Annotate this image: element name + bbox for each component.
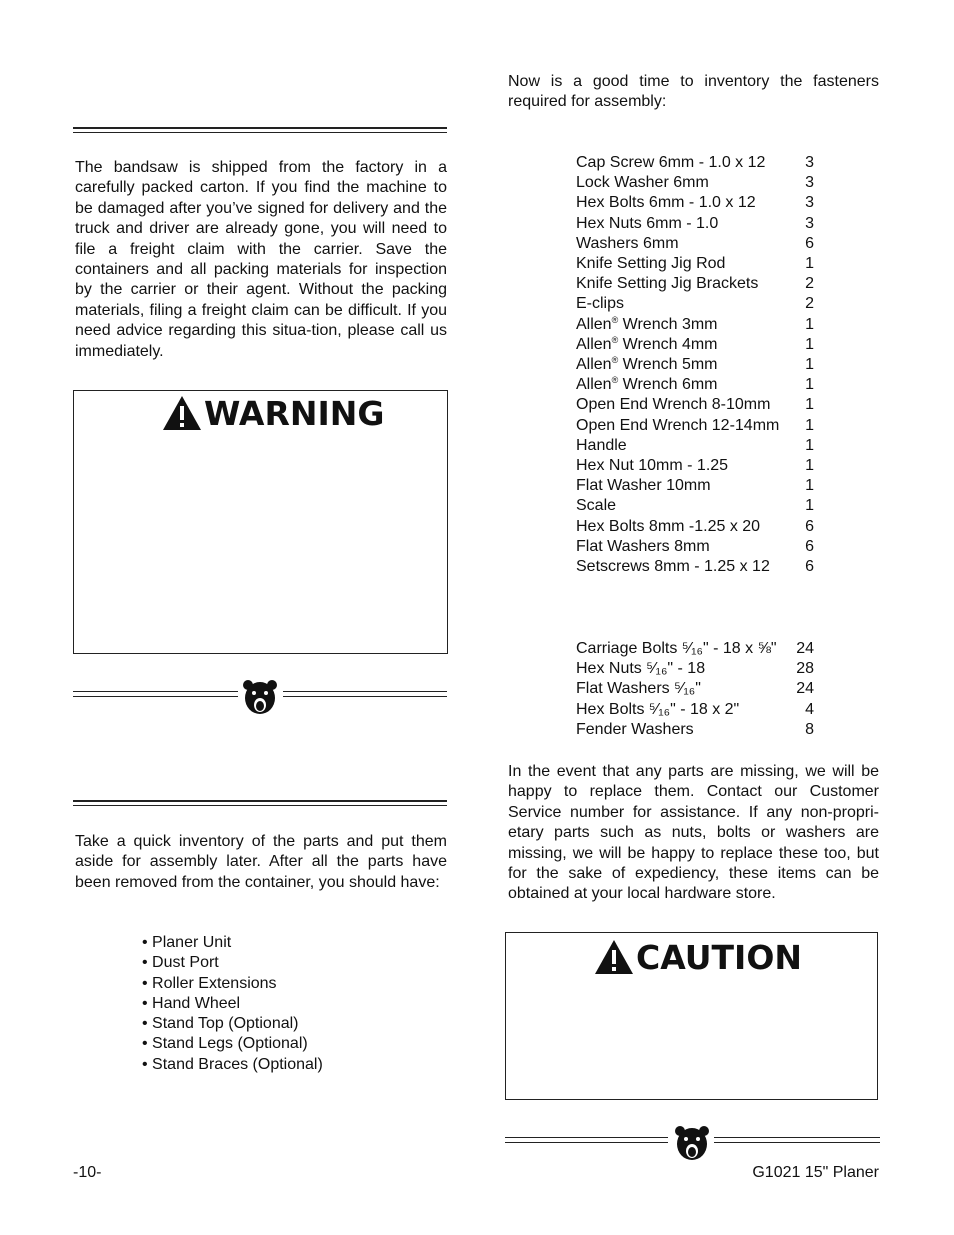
list-item: • Stand Legs (Optional) [142, 1035, 308, 1053]
table-row [576, 700, 814, 720]
inventory-list [142, 933, 323, 1075]
list-item: • Planer Unit [142, 934, 232, 951]
part-quantity: 24 [796, 680, 814, 698]
table-row [576, 416, 814, 436]
bear-logo-icon [672, 1124, 712, 1164]
table-row [576, 234, 814, 254]
part-name: Open End Wrench 8-10mm [576, 396, 771, 414]
part-quantity: 1 [805, 356, 814, 374]
registered-mark: ® [611, 375, 619, 386]
part-quantity: 2 [805, 275, 814, 293]
part-name: Hex Nut 10mm - 1.25 [576, 457, 729, 475]
table-row [576, 274, 814, 294]
part-name: Hex Bolts 8mm -1.25 x 20 [576, 517, 761, 535]
registered-mark: ® [611, 334, 619, 345]
part-quantity: 3 [805, 174, 814, 192]
part-quantity: 1 [805, 457, 814, 475]
table-row [576, 456, 814, 476]
list-item: • Roller Extensions [142, 974, 277, 992]
part-quantity: 1 [805, 376, 814, 394]
table-row [576, 395, 814, 415]
section-rule-mid-left [73, 800, 447, 806]
table-row [576, 355, 814, 375]
fastener-intro-paragraph: Now is a good time to inventory the fasteners required for assembly: [508, 73, 879, 111]
page-number: -10- [73, 1164, 102, 1181]
part-name: Hex Bolts 6mm - 1.0 x 12 [576, 194, 756, 212]
table-row [576, 214, 814, 234]
table-row [576, 720, 814, 740]
caution-triangle-icon [594, 939, 634, 975]
part-quantity: 3 [805, 194, 814, 212]
warning-triangle-icon [162, 395, 202, 431]
part-name: Hex Bolts ⁵⁄₁₆" - 18 x 2" [576, 700, 740, 718]
model-label: G1021 15" Planer [752, 1164, 879, 1181]
part-name: Washers 6mm [576, 234, 679, 252]
part-quantity: 6 [805, 537, 814, 555]
list-item: • Dust Port [142, 954, 219, 972]
table-row [576, 193, 814, 213]
warning-box [73, 390, 448, 654]
part-quantity: 1 [805, 396, 814, 414]
separator-line-left-b [283, 691, 447, 697]
table-row [576, 659, 814, 679]
part-name: Flat Washers ⁵⁄₁₆" [576, 680, 701, 698]
part-name: Hex Nuts ⁵⁄₁₆" - 18 [576, 660, 706, 678]
part-name: Flat Washers 8mm [576, 537, 710, 555]
shipping-paragraph: The bandsaw is shipped from the factory in a carefully packed carton. If you find the machine to be damaged after you’ve signed for delivery and the truck and driver are already gone, you will need to file a freight claim with the carrier. Save the containers and all packing materials for inspection by the carrier or their agent. Without the packing materials, filing a freight claim can be difficult. If you need advice regarding this situa-tion, please call us immediately. [75, 159, 447, 360]
table-row [576, 639, 814, 659]
part-quantity: 28 [796, 660, 814, 678]
part-name: E-clips [576, 295, 625, 313]
table-row [576, 294, 814, 314]
table-row [576, 476, 814, 496]
list-item: • Stand Top (Optional) [142, 1015, 299, 1033]
part-name: Lock Washer 6mm [576, 174, 709, 192]
separator-line-right-a [505, 1137, 668, 1143]
part-name: Scale [576, 497, 617, 515]
fastener-table [576, 153, 814, 577]
part-quantity: 6 [805, 558, 814, 576]
table-row [576, 436, 814, 456]
list-item: • Hand Wheel [142, 994, 241, 1012]
part-quantity: 1 [805, 477, 814, 495]
part-name: Open End Wrench 12-14mm [576, 416, 780, 434]
separator-line-left-a [73, 691, 238, 697]
table-row [576, 173, 814, 193]
part-name: Allen® Wrench 6mm [576, 375, 718, 394]
bear-logo-icon [240, 678, 280, 718]
table-row [576, 679, 814, 699]
part-name: Fender Washers [576, 720, 694, 738]
part-quantity: 1 [805, 255, 814, 273]
part-name: Knife Setting Jig Brackets [576, 275, 759, 293]
table-row [576, 537, 814, 557]
part-name: Allen® Wrench 3mm [576, 314, 718, 333]
table-row [576, 375, 814, 395]
registered-mark: ® [611, 314, 619, 325]
part-quantity: 1 [805, 497, 814, 515]
part-quantity: 1 [805, 335, 814, 353]
part-quantity: 1 [805, 436, 814, 454]
table-row [576, 496, 814, 516]
part-quantity: 8 [805, 720, 814, 738]
part-quantity: 2 [805, 295, 814, 313]
part-quantity: 24 [796, 640, 814, 657]
caution-banner [594, 939, 802, 975]
caution-label: CAUTION [636, 937, 802, 977]
missing-parts-paragraph: In the event that any parts are missing, we will be happy to replace them. Contact our Customer Service number for assistance. If any non-propri-etary parts such as nuts, bolts or washers are missing, we will be happy to replace these too, but for the sake of expediency, these items can be obtained at your local hardware store. [508, 763, 879, 903]
caution-box [505, 932, 878, 1100]
part-name: Setscrews 8mm - 1.25 x 12 [576, 558, 770, 576]
table-row [576, 315, 814, 335]
part-name: Cap Screw 6mm - 1.0 x 12 [576, 154, 766, 171]
inventory-paragraph: Take a quick inventory of the parts and put them aside for assembly later. After all the parts have been removed from the container, you should have: [75, 833, 447, 891]
list-item: • Stand Braces (Optional) [142, 1055, 323, 1073]
section-rule-top-left [73, 127, 447, 133]
part-name: Flat Washer 10mm [576, 477, 711, 495]
part-name: Allen® Wrench 5mm [576, 355, 718, 374]
table-row [576, 335, 814, 355]
part-quantity: 1 [805, 416, 814, 434]
part-quantity: 6 [805, 517, 814, 535]
part-quantity: 3 [805, 214, 814, 232]
table-row [576, 517, 814, 537]
part-name: Hex Nuts 6mm - 1.0 [576, 214, 719, 232]
table-row [576, 557, 814, 577]
part-quantity: 1 [805, 315, 814, 333]
warning-label: WARNING [204, 393, 385, 433]
warning-banner [162, 395, 384, 431]
part-name: Handle [576, 436, 627, 454]
part-name: Knife Setting Jig Rod [576, 255, 726, 273]
stand-fastener-table [576, 639, 814, 740]
registered-mark: ® [611, 355, 619, 366]
part-name: Carriage Bolts ⁵⁄₁₆" - 18 x ⅝" [576, 640, 777, 657]
table-row [576, 153, 814, 173]
part-name: Allen® Wrench 4mm [576, 334, 718, 353]
part-quantity: 6 [805, 234, 814, 252]
table-row [576, 254, 814, 274]
separator-line-right-b [714, 1137, 880, 1143]
part-quantity: 3 [805, 154, 814, 171]
part-quantity: 4 [805, 700, 814, 718]
